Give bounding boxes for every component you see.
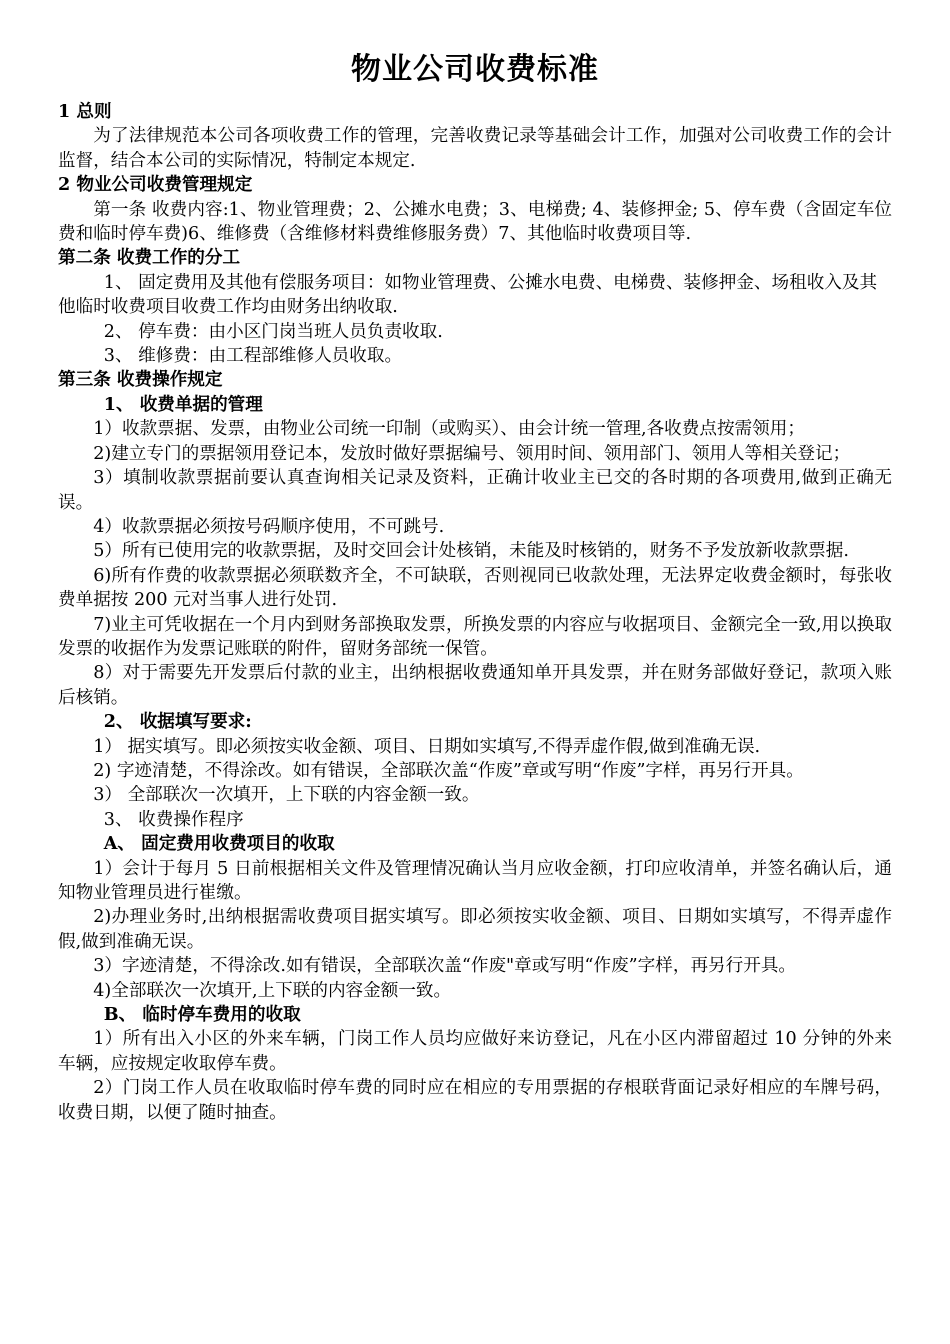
section-heading: 第三条 收费操作规定 (58, 369, 223, 391)
paragraph: 1） 据实填写。即必须按实收金额、项目、日期如实填写,不得弄虚作假,做到准确无误. (93, 736, 761, 757)
paragraph: 1）会计于每月 5 日前根据相关文件及管理情况确认当月应收金额，打印应收清单，并签名确认后，通知物业管理员进行崔缴。 (58, 858, 892, 903)
paragraph: 为了法律规范本公司各项收费工作的管理，完善收费记录等基础会计工作，加强对公司收费工作的会计监督，结合本公司的实际情况，特制定本规定. (58, 126, 892, 171)
subsection-heading: 1、 收费单据的管理 (103, 393, 263, 415)
section-heading: 第二条 收费工作的分工 (58, 247, 241, 269)
paragraph: 4)全部联次一次填开,上下联的内容金额一致。 (93, 980, 452, 1001)
document-page (58, 44, 892, 1125)
paragraph: 2）门岗工作人员在收取临时停车费的同时应在相应的专用票据的存根联背面记录好相应的车牌号码，收费日期，以便了随时抽查。 (58, 1078, 892, 1123)
paragraph: 1）所有出入小区的外来车辆，门岗工作人员均应做好来访登记，凡在小区内滞留超过 10 分钟的外来车辆，应按规定收取停车费。 (58, 1029, 892, 1074)
paragraph: 第一条 收费内容:1、物业管理费；2、公摊水电费；3、电梯费; 4、装修押金; 5、停车费（含固定车位费和临时停车费)6、维修费（含维修材料费维修服务费）7、其他临时收费项目等. (58, 199, 892, 245)
paragraph: 2) 字迹清楚，不得涂改。如有错误，全部联次盖“作废”章或写明“作废”字样，再另行开具。 (93, 760, 804, 781)
subsection-heading: 2、 收据填写要求: (103, 711, 252, 733)
section-heading: 2 物业公司收费管理规定 (58, 174, 253, 196)
numbered-item: 3、 收费操作程序 (103, 809, 244, 830)
numbered-item: 2、 停车费：由小区门岗当班人员负责收取. (103, 321, 443, 342)
paragraph: 3）填制收款票据前要认真查询相关记录及资料，正确计收业主已交的各时期的各项费用,做到正确无误。 (58, 468, 892, 513)
paragraph: 1）收款票据、发票，由物业公司统一印制（或购买）、由会计统一管理,各收费点按需领用； (93, 419, 805, 440)
paragraph: 6)所有作费的收款票据必须联数齐全，不可缺联，否则视同已收款处理，无法界定收费金额时，每张收费单据按 200 元对当事人进行处罚. (58, 565, 892, 611)
document-title: 物业公司收费标准 (351, 52, 599, 87)
paragraph: 7)业主可凭收据在一个月内到财务部换取发票，所换发票的内容应与收据项目、金额完全一致,用以换取发票的收据作为发票记账联的附件，留财务部统一保管。 (58, 614, 892, 659)
paragraph: 3） 全部联次一次填开，上下联的内容金额一致。 (93, 785, 480, 806)
document-body (58, 100, 892, 1125)
paragraph: 5）所有已使用完的收款票据，及时交回会计处核销，未能及时核销的，财务不予发放新收款票据. (93, 541, 849, 562)
subsection-heading: B、 临时停车费用的收取 (103, 1004, 301, 1026)
numbered-item: 1、 固定费用及其他有偿服务项目：如物业管理费、公摊水电费、电梯费、装修押金、场租收入及其他临时收费项目收费工作均由财务出纳收取. (58, 272, 878, 318)
section-heading: 1 总则 (58, 101, 112, 122)
paragraph: 3）字迹清楚，不得涂改.如有错误，全部联次盖“作废"章或写明“作废”字样，再另行开具。 (93, 956, 797, 977)
subsection-heading: A、 固定费用收费项目的收取 (103, 833, 335, 855)
numbered-item: 3、 维修费：由工程部维修人员收取。 (103, 346, 403, 367)
paragraph: 2)办理业务时,出纳根据需收费项目据实填写。即必须按实收金额、项目、日期如实填写，不得弄虚作假,做到准确无误。 (58, 907, 892, 952)
paragraph: 8）对于需要先开发票后付款的业主，出纳根据收费通知单开具发票，并在财务部做好登记，款项入账后核销。 (58, 663, 892, 708)
paragraph: 2)建立专门的票据领用登记本，发放时做好票据编号、领用时间、领用部门、领用人等相关登记； (93, 443, 851, 464)
paragraph: 4）收款票据必须按号码顺序使用，不可跳号. (93, 516, 445, 537)
